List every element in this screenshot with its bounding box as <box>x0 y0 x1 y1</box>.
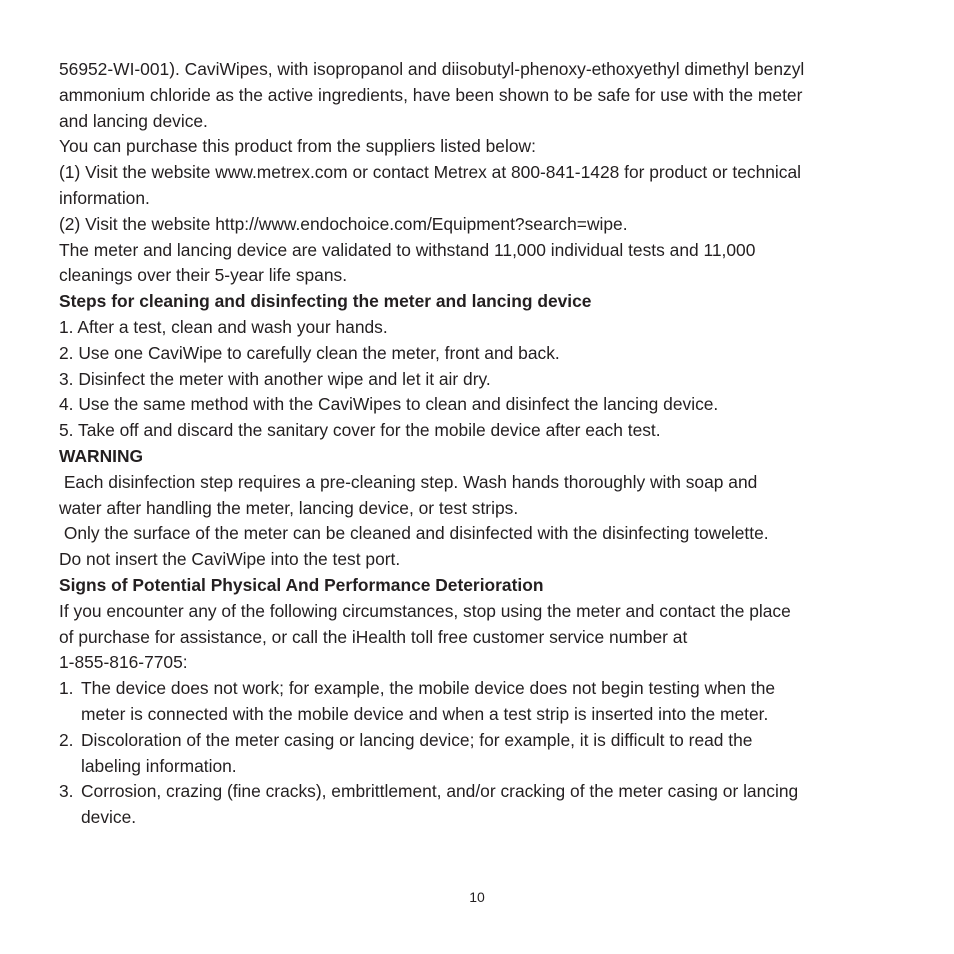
text-line: Do not insert the CaviWipe into the test port. <box>59 549 401 570</box>
text-line: The meter and lancing device are validated to withstand 11,000 individual tests and 11,000 <box>59 239 756 260</box>
warning-paragraph-2 <box>59 521 909 573</box>
text-line: Each disinfection step requires a pre-cleaning step. Wash hands thoroughly with soap and <box>59 471 758 492</box>
text-line: device. <box>81 807 137 828</box>
deterioration-intro <box>59 599 909 676</box>
step-item: 1. After a test, clean and wash your hands. <box>59 316 388 337</box>
supplier-1 <box>59 160 909 212</box>
deterioration-list <box>59 676 909 831</box>
warning-paragraph-1 <box>59 470 909 522</box>
list-item <box>59 779 909 831</box>
list-number: 2. <box>59 729 74 750</box>
intro-paragraph <box>59 57 909 134</box>
page-number: 10 <box>469 889 485 905</box>
list-text <box>81 676 909 728</box>
supplier-2: (2) Visit the website http://www.endochoice.com/Equipment?search=wipe. <box>59 213 628 234</box>
list-item <box>59 676 909 728</box>
text-line: The device does not work; for example, the mobile device does not begin testing when the <box>81 678 776 699</box>
list-number: 1. <box>59 678 74 699</box>
text-line: 56952-WI-001). CaviWipes, with isopropanol and diisobutyl-phenoxy-ethoxyethyl dimethyl benzyl <box>59 59 805 79</box>
text-line: cleanings over their 5-year life spans. <box>59 265 348 286</box>
list-number: 3. <box>59 781 74 802</box>
step-item: 2. Use one CaviWipe to carefully clean the meter, front and back. <box>59 342 560 363</box>
steps-list <box>59 315 909 444</box>
text-line: meter is connected with the mobile device and when a test strip is inserted into the meter. <box>81 703 769 724</box>
steps-heading: Steps for cleaning and disinfecting the meter and lancing device <box>59 291 592 312</box>
text-line: (1) Visit the website www.metrex.com or contact Metrex at 800-841-1428 for product or technical <box>59 162 802 183</box>
text-line: of purchase for assistance, or call the iHealth toll free customer service number at <box>59 626 688 647</box>
text-line: Only the surface of the meter can be cleaned and disinfected with the disinfecting towelette. <box>59 523 769 544</box>
text-line: labeling information. <box>81 755 237 776</box>
step-item: 5. Take off and discard the sanitary cover for the mobile device after each test. <box>59 420 661 441</box>
text-line: Corrosion, crazing (fine cracks), embrittlement, and/or cracking of the meter casing or lancing <box>81 781 799 802</box>
step-item: 3. Disinfect the meter with another wipe and let it air dry. <box>59 368 491 389</box>
deterioration-heading: Signs of Potential Physical And Performance Deterioration <box>59 574 544 595</box>
list-item <box>59 728 909 780</box>
document-page <box>59 57 909 831</box>
text-line: Discoloration of the meter casing or lancing device; for example, it is difficult to read the <box>81 729 753 750</box>
list-text <box>81 779 909 831</box>
text-line: ammonium chloride as the active ingredients, have been shown to be safe for use with the meter <box>59 84 803 105</box>
text-line: information. <box>59 187 150 208</box>
text-line: If you encounter any of the following circumstances, stop using the meter and contact the place <box>59 600 791 621</box>
suppliers-intro: You can purchase this product from the suppliers listed below: <box>59 136 536 157</box>
text-line: and lancing device. <box>59 110 208 131</box>
step-item: 4. Use the same method with the CaviWipes to clean and disinfect the lancing device. <box>59 394 719 415</box>
validation-paragraph <box>59 238 909 290</box>
text-line: 1-855-816-7705: <box>59 652 188 673</box>
warning-heading: WARNING <box>59 445 144 466</box>
text-line: water after handling the meter, lancing device, or test strips. <box>59 497 519 518</box>
list-text <box>81 728 909 780</box>
